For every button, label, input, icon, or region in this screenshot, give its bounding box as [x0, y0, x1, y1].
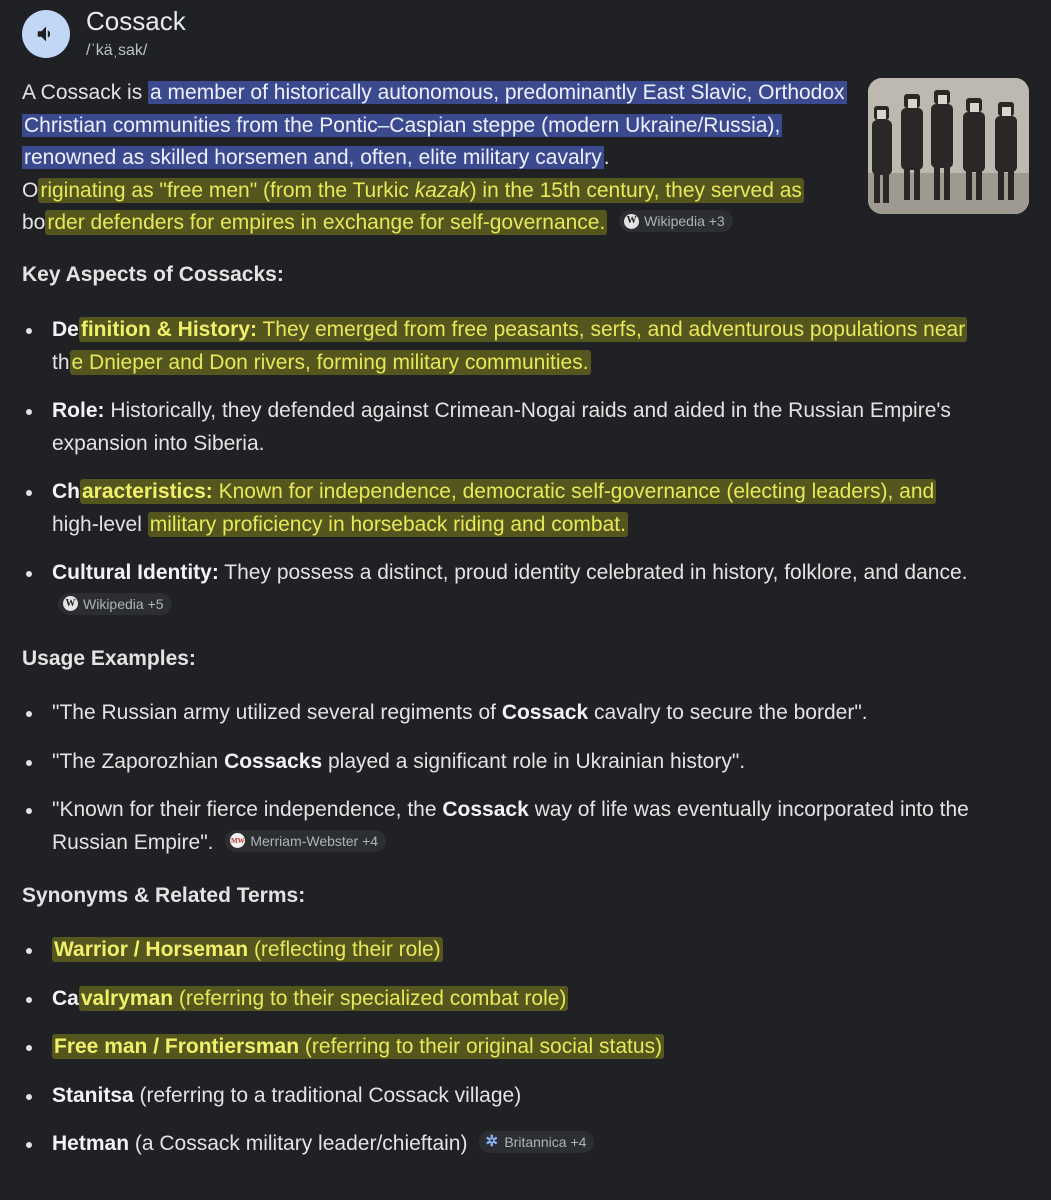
- usage-bold: Cossack: [501, 701, 589, 724]
- usage-bold: Cossack: [442, 798, 529, 821]
- usage-pre: "The Russian army utilized several regiments of: [52, 701, 502, 724]
- list-item: [22, 314, 1032, 379]
- source-label: Wikipedia +5: [83, 595, 164, 612]
- term-text: They emerged from free peasants, serfs, and adventurous populations near: [257, 318, 966, 341]
- term: Cultural Identity:: [52, 561, 219, 584]
- intro-lead-2: bo: [22, 211, 46, 234]
- list-item: [22, 1031, 1032, 1064]
- source-label: Merriam-Webster +4: [250, 832, 379, 849]
- highlight-synonym: [79, 986, 569, 1011]
- intro-italic-term: kazak: [414, 178, 470, 202]
- term-lead: Ch: [52, 480, 80, 503]
- wikipedia-icon: W: [63, 596, 78, 611]
- usage-heading: Usage Examples:: [22, 647, 196, 670]
- list-item: [22, 794, 1032, 859]
- selected-definition[interactable]: a member of historically autonomous, predominantly East Slavic, Orthodox Christian communities from the Pontic–Caspian steppe (modern Ukraine/Russia), renowned as skilled horsemen and, often, elite military cavalry: [24, 81, 845, 169]
- usage-pre: "Known for their fierce independence, the: [52, 798, 443, 821]
- intro-origin-text-1: riginating as "free men" (from the Turkic: [40, 178, 415, 202]
- merriam-webster-icon: MW: [230, 833, 245, 848]
- term: finition & History:: [80, 318, 258, 341]
- usage-pre: "The Zaporozhian: [52, 749, 225, 773]
- highlight-defenders: rder defenders for empires in exchange for self-governance.: [47, 211, 606, 234]
- list-item: [22, 983, 1032, 1016]
- highlight-synonym: [52, 937, 443, 962]
- highlight-characteristics-2: military proficiency in horseback riding and combat.: [149, 512, 626, 536]
- term-lead: De: [52, 318, 79, 341]
- term-text: Known for independence, democratic self-governance (electing leaders), and: [212, 480, 935, 503]
- pronunciation-button[interactable]: [22, 10, 70, 58]
- list-item: [22, 557, 1032, 622]
- usage-bold: Cossacks: [224, 749, 323, 773]
- list-item: [22, 395, 1032, 460]
- list-item: [22, 746, 1032, 779]
- intro-origin-text-2: ) in the 15th century, they served as: [469, 178, 802, 202]
- text-lead: th: [52, 350, 70, 374]
- source-chip-wikipedia[interactable]: [619, 210, 733, 232]
- highlight-definition: [79, 317, 967, 342]
- synonym-note: (referring to their specialized combat role): [173, 986, 567, 1010]
- highlight-origin: [38, 178, 804, 203]
- synonym-term: valryman: [80, 986, 174, 1010]
- term: Role:: [52, 399, 105, 422]
- usage-post: way of life was eventually incorporated into the Russian Empire".: [52, 798, 969, 854]
- volume-icon: [35, 23, 57, 45]
- highlight-synonym: [52, 1034, 664, 1059]
- source-chip-merriam-webster[interactable]: [225, 830, 386, 852]
- synonyms-heading: Synonyms & Related Terms:: [22, 884, 306, 907]
- term: aracteristics:: [82, 480, 213, 503]
- key-aspects-heading: Key Aspects of Cossacks:: [22, 263, 284, 286]
- source-chip-wikipedia[interactable]: [58, 593, 172, 615]
- definition-paragraph: [22, 77, 852, 240]
- highlight-definition-2: e Dnieper and Don rivers, forming military communities.: [71, 350, 589, 374]
- phonetic-spelling: /ˈkäˌsak/: [86, 42, 148, 59]
- list-item: [22, 1128, 1032, 1161]
- list-item: [22, 1080, 1032, 1113]
- synonym-note: (a Cossack military leader/chieftain): [129, 1132, 468, 1155]
- usage-list: [22, 697, 1032, 859]
- usage-post: played a significant role in Ukrainian history".: [322, 749, 746, 773]
- text-lead: high-level: [52, 512, 148, 536]
- key-aspects-list: [22, 314, 1032, 622]
- highlight-characteristics: [80, 479, 936, 504]
- source-chip-britannica[interactable]: [479, 1131, 594, 1153]
- list-item: [22, 476, 1032, 541]
- cossack-photo-graphic: [868, 78, 1029, 214]
- wikipedia-icon: W: [624, 214, 639, 229]
- britannica-icon: ✲: [485, 1134, 499, 1151]
- synonym-term: Hetman: [52, 1132, 130, 1155]
- source-label: Britannica +4: [504, 1134, 587, 1151]
- synonyms-list: [22, 934, 1032, 1161]
- synonym-term: Warrior / Horseman: [54, 938, 249, 961]
- intro-lead: O: [22, 178, 39, 202]
- synonym-term: Free man / Frontiersman: [54, 1035, 300, 1058]
- synonym-term: Stanitsa: [52, 1083, 134, 1107]
- synonym-note: (reflecting their role): [248, 938, 441, 961]
- list-item: [22, 934, 1032, 967]
- word-title: Cossack: [86, 6, 186, 36]
- synonym-note: (referring to a traditional Cossack village): [133, 1083, 522, 1107]
- synonym-lead: Ca: [52, 986, 79, 1010]
- usage-post: cavalry to secure the border".: [588, 701, 868, 724]
- cossack-photo[interactable]: [868, 78, 1029, 214]
- intro-period: .: [603, 146, 610, 169]
- list-item: [22, 697, 1032, 730]
- term-text: Historically, they defended against Crimean-Nogai raids and aided in the Russian Empire's expansion into Siberia.: [52, 399, 951, 455]
- intro-pre: A Cossack is: [22, 81, 149, 104]
- synonym-note: (referring to their original social status): [299, 1035, 663, 1058]
- term-text: They possess a distinct, proud identity celebrated in history, folklore, and dance.: [218, 561, 968, 584]
- source-label: Wikipedia +3: [644, 213, 725, 230]
